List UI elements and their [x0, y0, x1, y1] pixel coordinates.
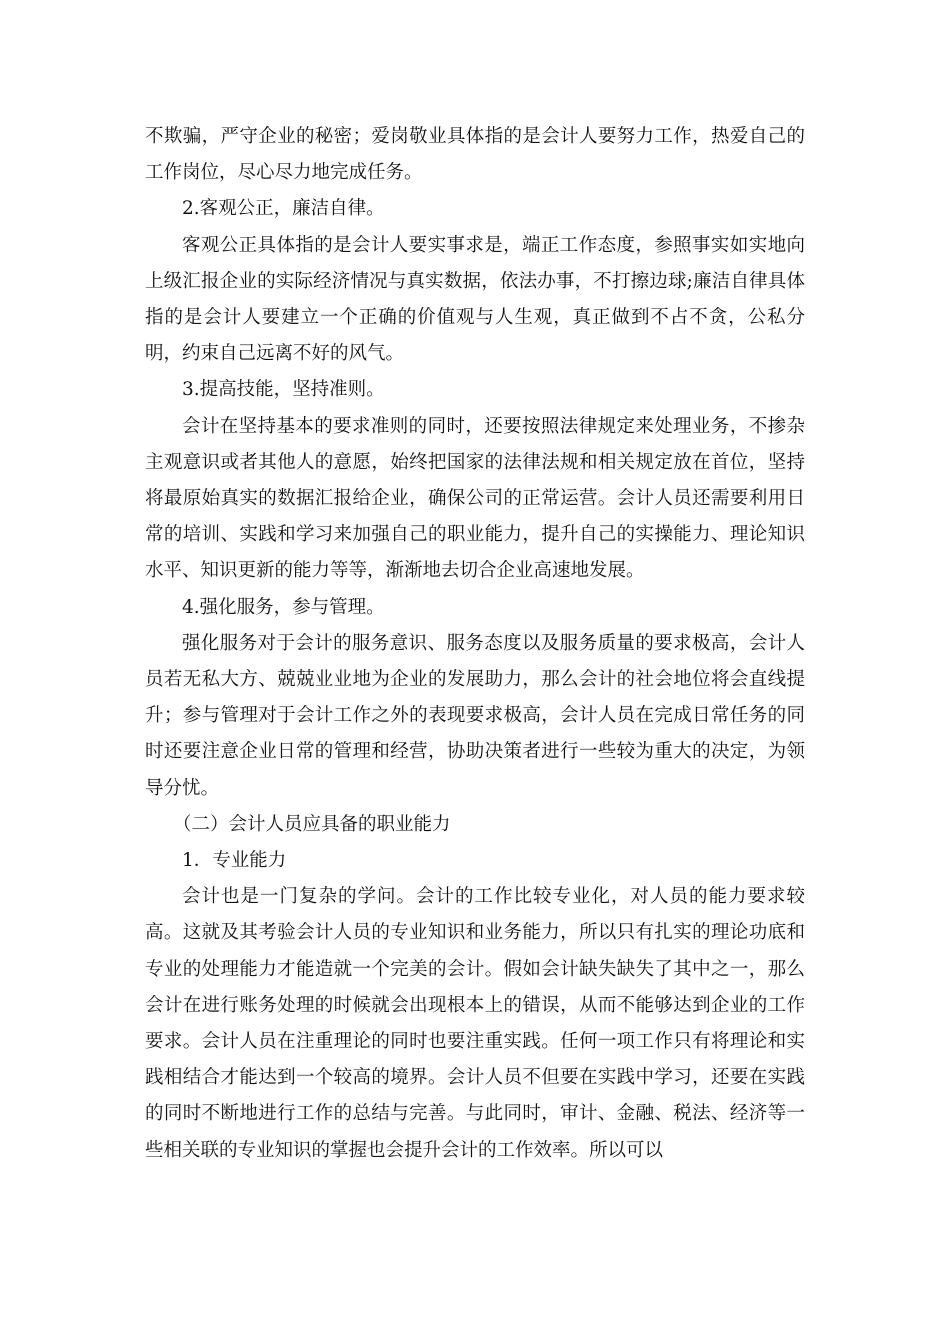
section-heading: 3.提高技能，坚持准则。: [182, 379, 385, 401]
section-heading: 4.强化服务，参与管理。: [182, 596, 385, 618]
body-paragraph: 会计也是一门复杂的学问。会计的工作比较专业化，对人员的能力要求较高。这就及其考验会计人员的专业知识和业务能力，所以只有扎实的理论功底和专业的处理能力才能造就一个完美的会计。假如会计缺失缺失了其中之一，那么会计在进行账务处理的时候就会出现根本上的错误，从而不能够达到企业的工作要求。会计人员在注重理论的同时也要注重实践。任何一项工作只有将理论和实践相结合才能达到一个较高的境界。会计人员不但要在实践中学习，还要在实践的同时不断地进行工作的总结与完善。与此同时，审计、金融、税法、经济等一些相关联的专业知识的掌握也会提升会计的工作效率。所以可以: [145, 886, 805, 1161]
chapter-subheading: （二）会计人员应具备的职业能力: [173, 813, 451, 835]
body-paragraph: 强化服务对于会计的服务意识、服务态度以及服务质量的要求极高，会计人员若无私大方、兢兢业业地为企业的发展助力，那么会计的社会地位将会直线提升；参与管理对于会计工作之外的表现要求极高，会计人员在完成日常任务的同时还要注意企业日常的管理和经营，协助决策者进行一些较为重大的决定，为领导分忧。: [145, 632, 805, 799]
body-paragraph: 客观公正具体指的是会计人要实事求是，端正工作态度，参照事实如实地向上级汇报企业的实际经济情况与真实数据，依法办事，不打擦边球;廉洁自律具体指的是会计人要建立一个正确的价值观与人生观，真正做到不占不贪，公私分明，约束自己远离不好的风气。: [145, 234, 805, 365]
body-paragraph: 不欺骗，严守企业的秘密；爱岗敬业具体指的是会计人要努力工作，热爱自己的工作岗位，尽心尽力地完成任务。: [145, 126, 805, 184]
section-heading: 2.客观公正，廉洁自律。: [182, 198, 385, 220]
document-body: [145, 119, 805, 1169]
section-heading: 1．专业能力: [182, 850, 287, 872]
body-paragraph: 会计在坚持基本的要求准则的同时，还要按照法律规定来处理业务，不掺杂主观意识或者其他人的意愿，始终把国家的法律法规和相关规定放在首位，坚持将最原始真实的数据汇报给企业，确保公司的正常运营。会计人员还需要利用日常的培训、实践和学习来加强自己的职业能力，提升自己的实操能力、理论知识水平、知识更新的能力等等，渐渐地去切合企业高速地发展。: [145, 415, 805, 582]
